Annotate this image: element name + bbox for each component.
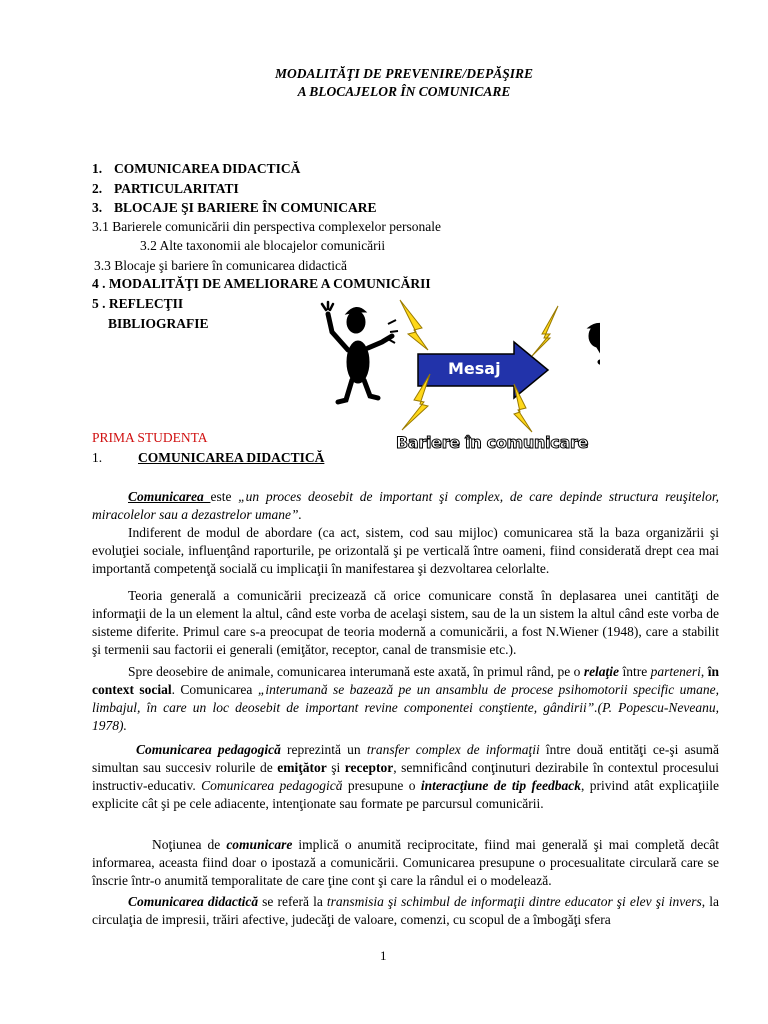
toc-item-bibliografie[interactable]: BIBLIOGRAFIE [108,316,209,331]
paragraph-7: Comunicarea didactică se referă la transmisia şi schimbul de informaţii dintre educator şi elev şi invers, la circulaţia de impresii, trăiri afective, judecăţi de valoare, comenzi, cu scopul de a îmbogăţi sfera [92,894,719,927]
toc-item-3-3[interactable]: 3.3 Blocaje şi bariere în comunicarea didactică [94,258,348,273]
paragraph-6: Noţiunea de comunicare implică o anumită reciprocitate, fiind mai generală şi mai completă decât informarea, aceasta fiind doar o ipostază a comunicării. Comunicarea presupune o procesualitate circulară care se înscrie într-o anumită temporalitate de care ţine cont şi care la rândul ei o modelează. [92,837,719,888]
page-number: 1 [380,948,387,963]
paragraph-5: Comunicarea pedagogică reprezintă un transfer complex de informaţii între două entităţi ce-şi asumă simultan sau succesiv rolurile de emiţător şi receptor, semnificând conţinuturi dezirabile în contextul procesului instructiv-educativ. Comunicarea pedagogică presupune o interacţiune de tip feedback, privind atât explicaţiile explicite cât şi pe cele adiacente, intenţionate sau formate pe parcursul comunicării. [92,742,720,811]
arrow-label: Mesaj [448,359,501,378]
toc-item-5[interactable]: 5 . REFLECŢII [92,296,184,311]
paragraph-4: Spre deosebire de animale, comunicarea interumană este axată, în primul rând, pe o relaţie între parteneri, în context social. Comunicarea „interumană se bazează pe un ansamblu de procese psihomotorii specific umane, limbajul, în care un loc deosebit de important revine componentei conştiente, gândirii”.(P. Popescu-Neveanu, 1978). [92,664,719,733]
paragraph-2: Indiferent de modul de abordare (ca act, sistem, cod sau mijloc) comunicarea stă la baza organizării şi evoluţiei sociale, influenţând raporturile, pe orizontală şi pe verticală între oameni, fiind considerată drept cea mai importantă competenţă socială cu implicaţii în manifestarea şi dezvoltarea celorlalte. [92,525,719,576]
toc-item-3-1[interactable]: 3.1 Barierele comunicării din perspectiva complexelor personale [92,219,441,234]
speech-lines-icon [388,320,398,343]
toc-item-3-2[interactable]: 3.2 Alte taxonomii ale blocajelor comunicării [140,238,386,253]
toc-item-1[interactable]: 1. COMUNICAREA DIDACTICĂ [92,161,301,176]
section-heading: 1. COMUNICAREA DIDACTICĂ [92,450,325,465]
paragraph-1: Comunicarea este „un proces deosebit de important şi complex, de care depinde structura reuşitelor, miracolelor sau a dezastrelor umane”. [92,489,719,522]
illustration-caption: Bariere în comunicare [396,433,589,452]
document-title-line-2: A BLOCAJELOR ÎN COMUNICARE [297,84,511,99]
document-title-line-1: MODALITĂŢI DE PREVENIRE/DEPĂŞIRE [274,66,534,81]
sender-stick-figure-icon [322,302,392,402]
paragraph-3: Teoria generală a comunicării precizează că orice comunicare constă în deplasarea unei cantităţi de informaţii de la un element la altul, când este vorba de acelaşi sistem, sau de la un sistem la altul când este vorba de sisteme diferite. Primul care s-a preocupat de teoria modernă a comunicării, a fost N.Wiener (1948), care a stabilit şi termenii sau factorii ei generali (emiţător, receptor, canal de transmisie etc.). [92,588,719,657]
toc-item-2[interactable]: 2. PARTICULARITATI [92,181,239,196]
toc-item-4[interactable]: 4 . MODALITĂŢI DE AMELIORARE A COMUNICĂRII [92,276,431,291]
toc-item-3[interactable]: 3. BLOCAJE ŞI BARIERE ÎN COMUNICARE [92,200,377,215]
speaker-label: PRIMA STUDENTA [92,430,208,445]
receiver-stick-figure-icon [588,323,600,418]
